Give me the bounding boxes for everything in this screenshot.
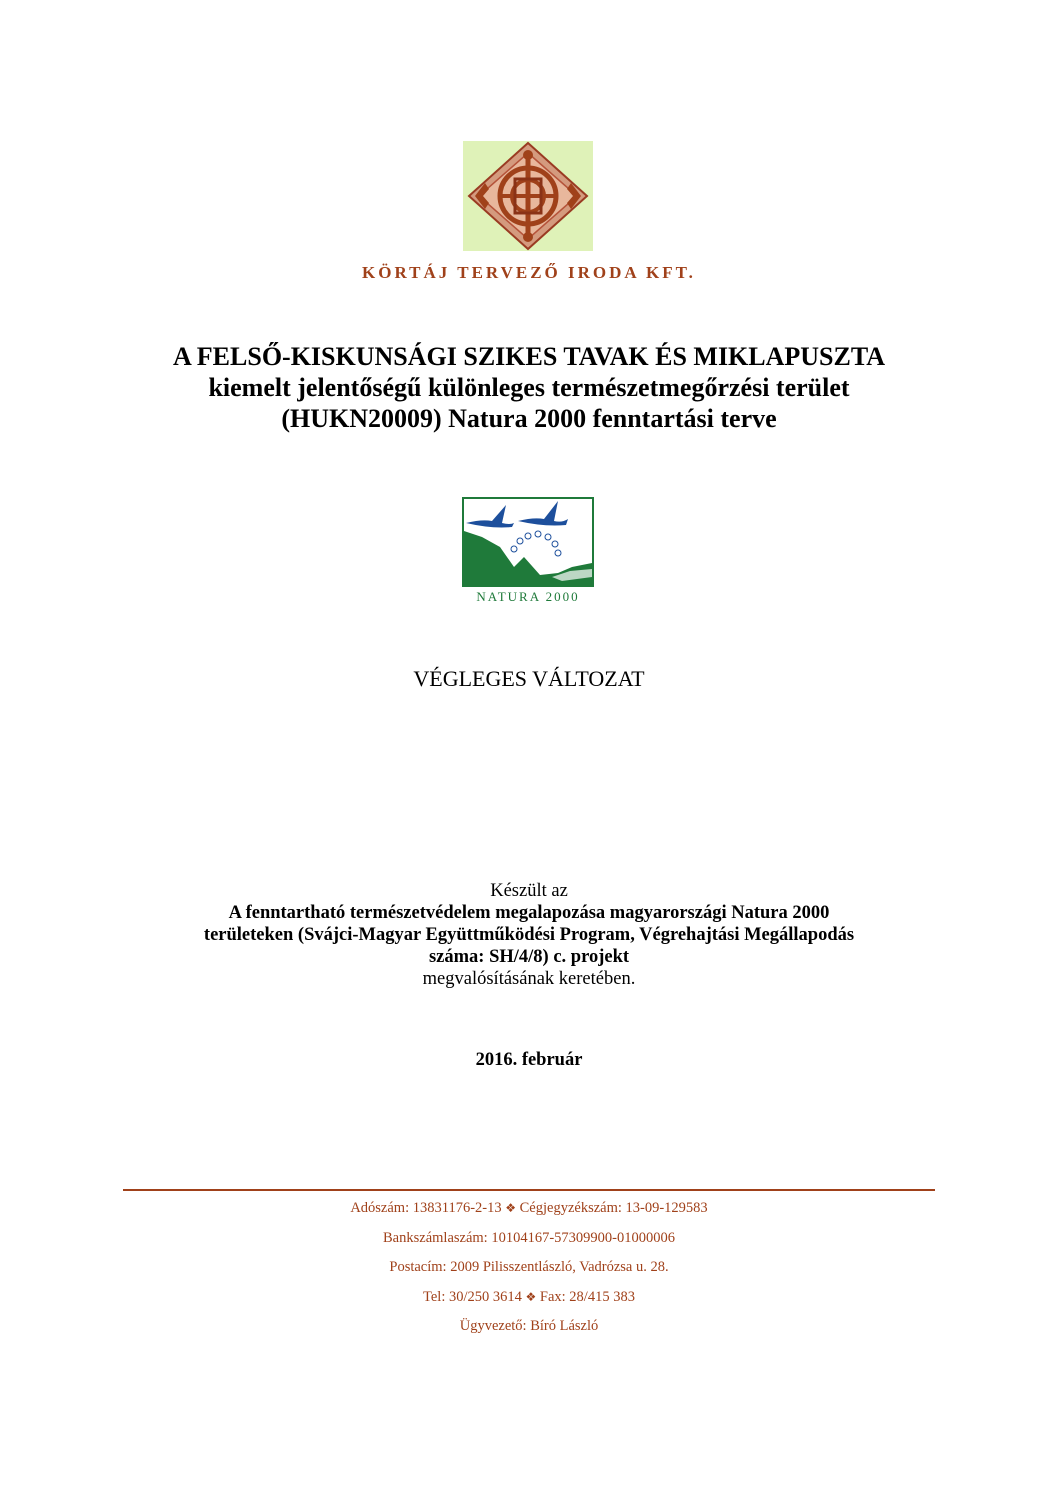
made-line-1: Készült az <box>490 881 568 901</box>
tax-number: Adószám: 13831176-2-13 <box>350 1200 502 1216</box>
company-logo <box>463 141 593 251</box>
footer-line-contact <box>0 1283 1058 1313</box>
company-footer <box>0 1194 1058 1342</box>
document-title <box>0 341 1058 434</box>
natura-2000-logo <box>462 497 594 605</box>
made-line-4: száma: SH/4/8) c. projekt <box>428 947 630 967</box>
made-line-2: A fenntartható természetvédelem megalapozása magyarországi Natura 2000 <box>228 903 830 923</box>
title-line-2: kiemelt jelentőségű különleges természetmegőrzési terület <box>208 373 850 402</box>
separator-icon: ❖ <box>525 1289 537 1304</box>
postal-address: Postacím: 2009 Pilisszentlászló, Vadrózsa u. 28. <box>389 1259 669 1275</box>
telephone: Tel: 30/250 3614 <box>423 1288 522 1305</box>
registry-number: Cégjegyzékszám: 13-09-129583 <box>519 1200 708 1216</box>
footer-divider <box>123 1189 935 1191</box>
document-date: 2016. február <box>475 1050 583 1070</box>
footer-line-tax <box>0 1194 1058 1224</box>
title-line-1: A FELSŐ-KISKUNSÁGI SZIKES TAVAK ÉS MIKLAPUSZTA <box>172 342 886 371</box>
made-line-3: területeken (Svájci-Magyar Együttműködési Program, Végrehajtási Megállapodás <box>203 925 855 945</box>
company-logo-icon <box>463 141 593 251</box>
title-line-3: (HUKN20009) Natura 2000 fenntartási terve <box>281 404 777 433</box>
separator-icon: ❖ <box>505 1201 516 1215</box>
made-line-5: megvalósításának keretében. <box>422 969 636 989</box>
natura-logo-text: NATURA 2000 <box>476 589 580 604</box>
version-label: VÉGLEGES VÁLTOZAT <box>413 666 645 691</box>
natura-2000-icon <box>462 497 594 605</box>
bank-account: Bankszámlaszám: 10104167-57309900-01000006 <box>383 1229 675 1246</box>
fax: Fax: 28/415 383 <box>539 1288 635 1305</box>
project-statement <box>0 880 1058 990</box>
managing-director: Ügyvezető: Bíró László <box>459 1318 599 1334</box>
company-name: KÖRTÁJ TERVEZŐ IRODA KFT. <box>362 263 696 282</box>
